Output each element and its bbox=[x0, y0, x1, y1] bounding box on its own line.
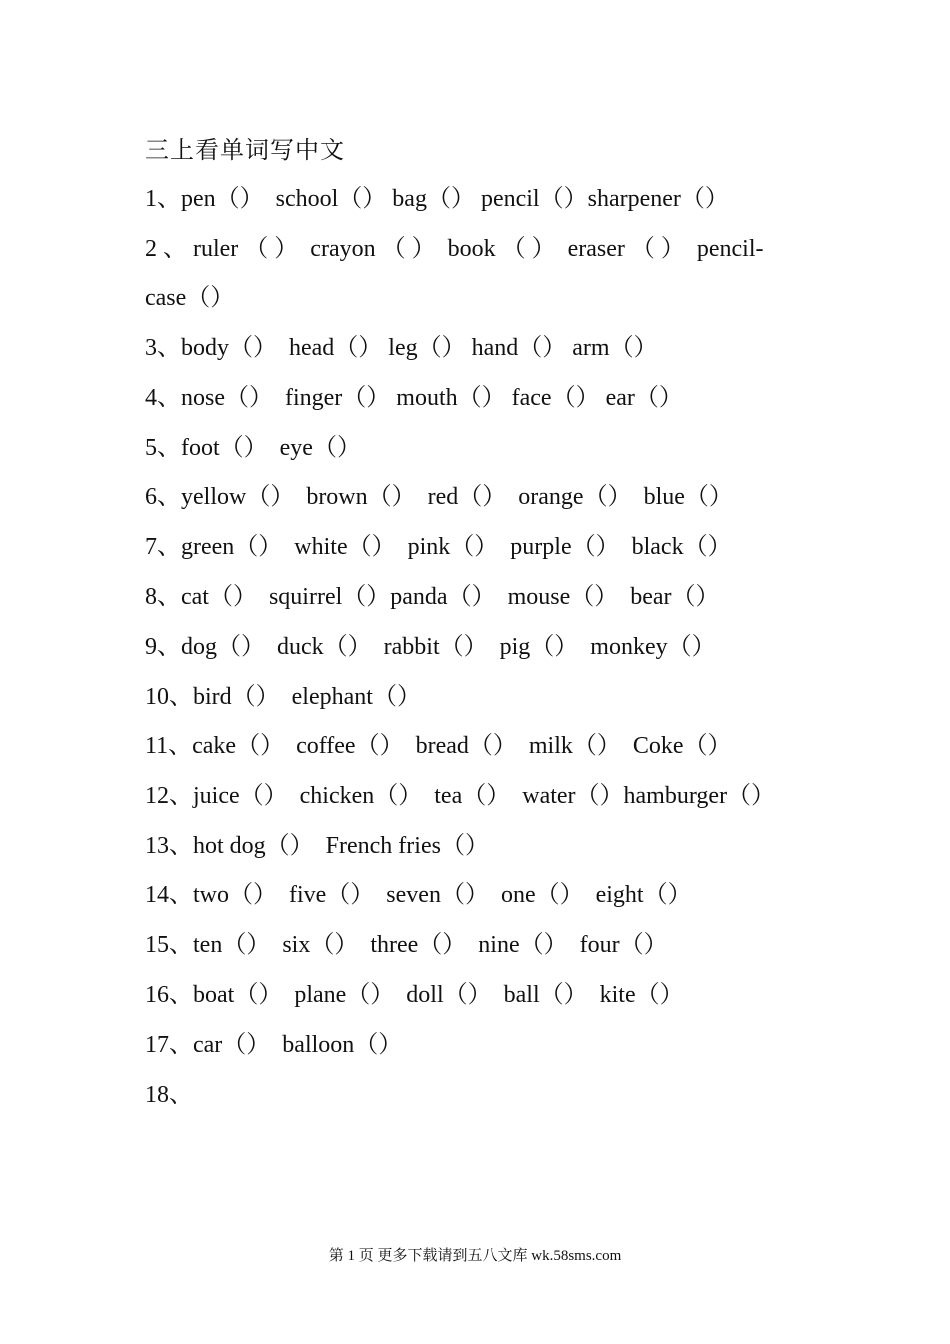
line-16: 16、boat（） plane（） doll（） ball（） kite（） bbox=[145, 982, 684, 1008]
line-11: 11、cake（） coffee（） bread（） milk（） Coke（） bbox=[145, 733, 732, 759]
line-12: 12、juice（） chicken（） tea（） water（）hamburger（） bbox=[145, 783, 776, 809]
line-9: 9、dog（） duck（） rabbit（） pig（） monkey（） bbox=[145, 634, 716, 660]
line-8: 8、cat（） squirrel（）panda（） mouse（） bear（） bbox=[145, 584, 720, 610]
line-10: 10、bird（） elephant（） bbox=[145, 684, 421, 710]
line-2: 2 、 ruler （ ） crayon （ ） book （ ） eraser （ ） pencil- bbox=[145, 236, 764, 262]
page-title: 三上看单词写中文 bbox=[145, 136, 345, 164]
page-footer: 第 1 页 更多下载请到五八文库 wk.58sms.com bbox=[328, 1248, 622, 1264]
line-14: 14、two（） five（） seven（） one（） eight（） bbox=[145, 882, 692, 908]
line-6: 6、yellow（） brown（） red（） orange（） blue（） bbox=[145, 484, 733, 510]
line-17: 17、car（） balloon（） bbox=[145, 1032, 403, 1058]
line-18: 18、 bbox=[145, 1082, 193, 1108]
line-15: 15、ten（） six（） three（） nine（） four（） bbox=[145, 932, 668, 958]
line-5: 5、foot（） eye（） bbox=[145, 435, 361, 461]
line-2-continued: case（） bbox=[145, 285, 235, 311]
line-4: 4、nose（） finger（） mouth（） face（） ear（） bbox=[145, 385, 683, 411]
line-13: 13、hot dog（） French fries（） bbox=[145, 833, 489, 859]
line-3: 3、body（） head（） leg（） hand（） arm（） bbox=[145, 335, 658, 361]
line-7: 7、green（） white（） pink（） purple（） black（） bbox=[145, 534, 732, 560]
line-1: 1、pen（） school（） bag（） pencil（）sharpener（） bbox=[145, 186, 729, 212]
